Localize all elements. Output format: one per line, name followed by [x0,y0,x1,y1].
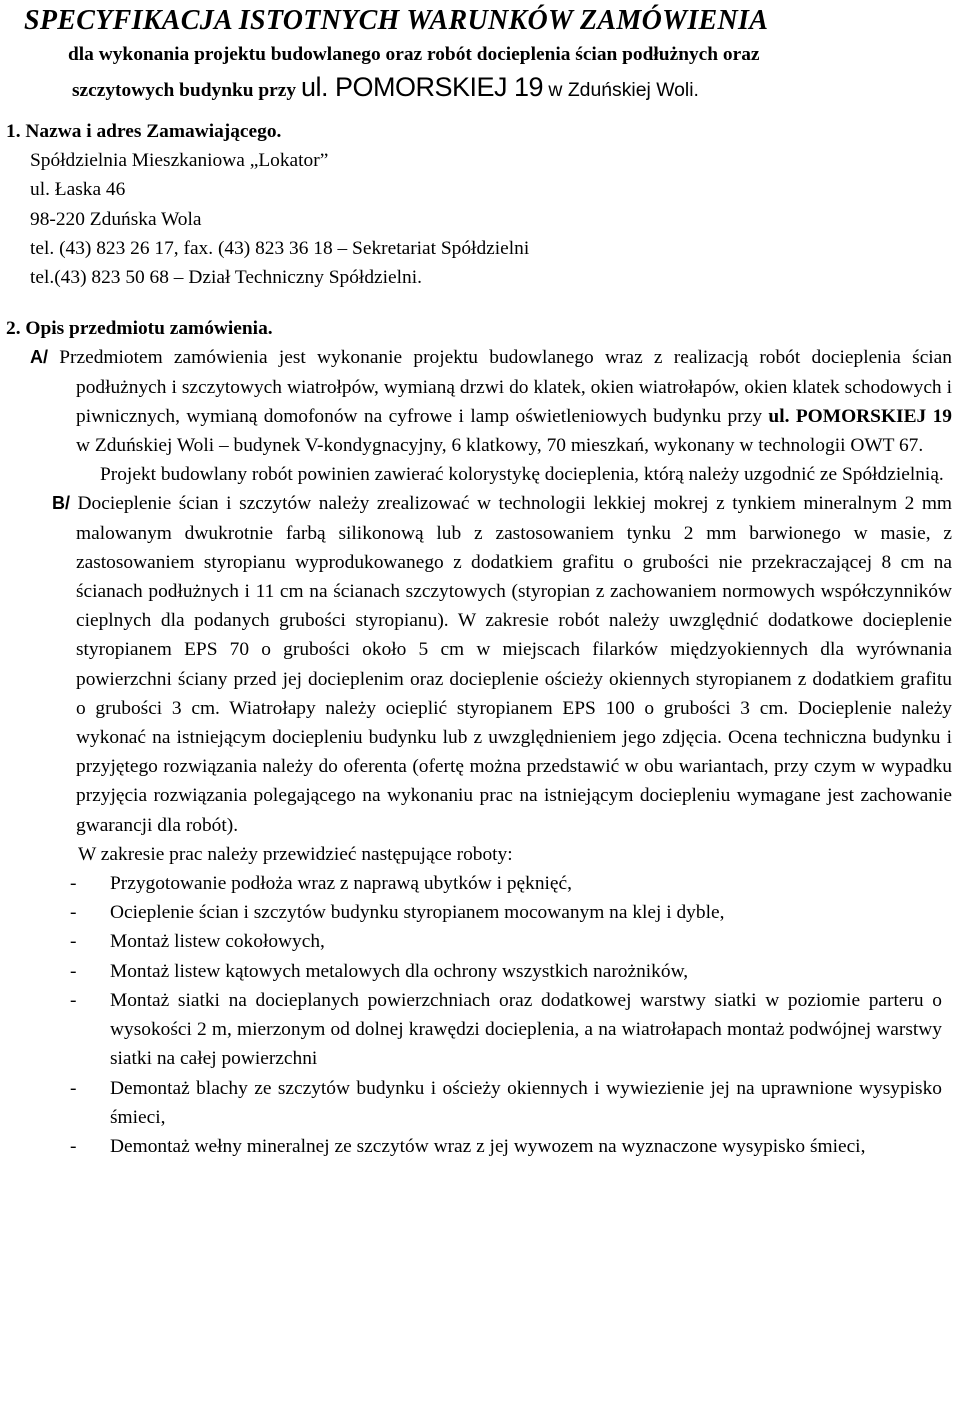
list-item-text: Przygotowanie podłoża wraz z naprawą ubytków i pęknięć, [110,873,572,895]
address-line: tel. (43) 823 26 17, fax. (43) 823 36 18 – Sekretariat Spółdzielni [30,237,530,259]
list-item [70,1074,954,1132]
part-a-note: Projekt budowlany robót powinien zawierać kolorystykę docieplenia, którą należy uzgodnić ze Spółdzielnią. [100,464,944,486]
list-item [70,986,954,1074]
list-item [70,957,954,986]
part-a-label: A/ [30,347,48,368]
part-a-street: ul. POMORSKIEJ 19 [768,405,952,427]
list-dash: - [70,873,77,895]
section-1-heading: 1. Nazwa i adres Zamawiającego. [6,121,282,142]
subtitle-street: ul. POMORSKIEJ 19 [300,72,544,102]
list-item-text: Montaż siatki na docieplanych powierzchniach oraz dodatkowej warstwy siatki w poziomie parteru o wysokości 2 m, mierzonym od dolnej krawędzi docieplenia, a na wiatrołapach montaż podwójnej warstwy siatki na całej powierzchni [110,989,942,1070]
list-dash: - [70,931,77,953]
list-item [70,869,954,898]
part-a-paragraph [30,343,954,460]
part-a-text: Przedmiotem zamówienia jest wykonanie projektu budowlanego wraz z realizacją robót docieplenia ścian podłużnych i szczytowych wiatrołpów, wymianą drzwi do klatek, okien wiatrołapów, okien klatek schodowych i piwnicznych, wymianą domofonów na cyfrowe i lamp oświetleniowych budynku przy [48,347,952,427]
part-b-text: Docieplenie ścian i szczytów należy zrealizować w technologii lekkiej mokrej z tynkiem mineralnym 2 mm malowanym dwukrotnie farbą silikonową lub z zastosowaniem tynku 2 mm barwionego w masie, z zastosowaniem styropianu wyprodukowanego z dodatkiem grafitu o grubości nie przekraczającej 8 cm na ścianach podłużnych i 11 cm na ścianach szczytowych (styropian z zachowaniem normowych współczynników cieplnych dla podanych grubości styropianu). W zakresie robót należy uwzględnić dodatkowe docieplenie styropianem EPS 70 o grubości około 5 cm w miejscach filarków międzyokiennych dla wyrównania powierzchni ściany przed jej docieplenim oraz docieplenie ościeży okiennych styropianem z dodatkiem grafitu o grubości 3 cm. Wiatrołapy należy ocieplić styropianem EPS 100 o grubości 3 cm. Docieplenie należy wykonać na istniejącym dociepleniu budynku lub z uwzględnieniem jego zdjęcia. Ocena techniczna budynku i przyjętego rozwiązania należy do oferenta (ofertę można przedstawić w obu wariantach, przy czym w wypadku przyjęcia rozwiązania polegającego na wykonaniu prac na istniejącym dociepleniu wymagane jest zachowanie gwarancji dla robót). [70,493,952,836]
part-b-label: B/ [52,493,70,514]
list-dash: - [70,1077,77,1099]
address-line: tel.(43) 823 50 68 – Dział Techniczny Spółdzielni. [30,267,422,289]
works-intro: W zakresie prac należy przewidzieć następujące roboty: [78,843,513,865]
part-b-paragraph [52,489,954,839]
subtitle-city: w Zduńskiej Woli. [543,79,699,101]
subtitle-prefix: szczytowych budynku przy [72,80,301,101]
list-dash: - [70,989,77,1011]
address-line: ul. Łaska 46 [30,179,126,201]
part-a-text-b: w Zduńskiej Woli – budynek V-kondygnacyjny, 6 klatkowy, 70 mieszkań, wykonany w technologii OWT 67. [76,435,924,457]
section-2-heading: 2. Opis przedmiotu zamówienia. [6,318,273,340]
list-item-text: Montaż listew kątowych metalowych dla ochrony wszystkich narożników, [110,960,689,982]
address-line: 98-220 Zduńska Wola [30,208,202,230]
list-item [70,898,954,927]
list-item-text: Ocieplenie ścian i szczytów budynku styropianem mocowanym na klej i dyble, [110,902,725,924]
list-dash: - [70,902,77,924]
document-subtitle-line-2 [72,71,954,107]
document-subtitle-line-1: dla wykonania projektu budowlanego oraz robót docieplenia ścian podłużnych oraz [68,44,760,65]
works-list [6,869,954,1161]
list-item-text: Demontaż blachy ze szczytów budynku i ościeży okiennych i wywiezienie jej na uprawnione wysypisko śmieci, [110,1077,942,1128]
list-item [70,1132,954,1161]
address-line: Spółdzielnia Mieszkaniowa „Lokator” [30,150,329,172]
list-item [70,927,954,956]
list-dash: - [70,1135,77,1157]
document-title: SPECYFIKACJA ISTOTNYCH WARUNKÓW ZAMÓWIENIA [24,5,769,36]
list-item-text: Demontaż wełny mineralnej ze szczytów wraz z jej wywozem na wyznaczone wysypisko śmieci, [110,1135,866,1157]
list-item-text: Montaż listew cokołowych, [110,931,325,953]
list-dash: - [70,960,77,982]
